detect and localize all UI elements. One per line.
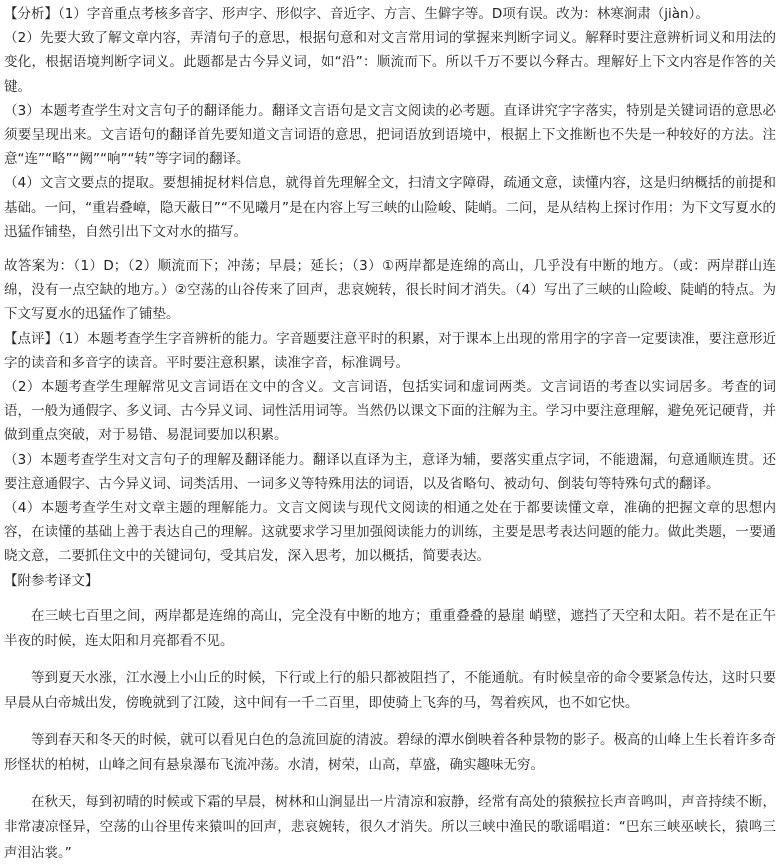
- translation-paragraph-3: 等到春天和冬天的时候，就可以看见白色的急流回旋的清波。碧绿的潭水倒映着各种景物的影子。极高的山峰上生长着许多奇形怪状的柏树，山峰之间有悬泉瀑布飞流冲荡。水清，树荣，山高，草盛，确实趣味无穷。: [4, 731, 776, 774]
- analysis-section: [4, 2, 776, 244]
- spacer: [4, 779, 776, 790]
- answer-section: [4, 254, 776, 327]
- translation-paragraph-1: 在三峡七百里之间，两岸都是连绵的高山，完全没有中断的地方；重重叠叠的悬崖 峭壁，遮挡了天空和太阳。若不是在正午半夜的时候，连太阳和月亮都看不见。: [4, 607, 776, 650]
- comment-paragraph-4: （4）本题考查学生对文章主题的理解能力。文言文阅读与现代文阅读的相通之处在于都要读懂文章，准确的把握文章的思想内容，在读懂的基础上善于表达自己的理解。这就要求学习里加强阅读能力的训练，主要是思考表达问题的能力。做此类题，一要通晓文意，二要抓住文中的关键词句，受其启发，深入思考，加以概括，简要表达。: [4, 500, 776, 565]
- spacer: [4, 655, 776, 666]
- analysis-paragraph-3: （3）本题考查学生对文言句子的翻译能力。翻译文言语句是文言文阅读的必考题。直译讲究字字落实，特别是关键词语的意思必须要呈现出来。文言语句的翻译首先要知道文言词语的意思，把词语放到语境中，根据上下文推断也不失是一种较好的方法。注意“连”“略”“阙”“响”“转”等字词的翻译。: [4, 102, 776, 168]
- analysis-paragraph-1: 【分析】（1）字音重点考核多音字、形声字、形似字、音近字、方言、生僻字等。D项有误。改为：林寒涧肃（jiàn）。: [4, 6, 709, 22]
- translation-heading: 【附参考译文】: [4, 572, 99, 589]
- analysis-paragraph-2: （2）先要大致了解文章内容，弄清句子的意思，根据句意和对文言常用词的掌握来判断字词义。解释时要注意辨析词义和用法的变化，根据语境判断字词义。此题都是古今异义词，如“沿”：顺流而下。所以千万不要以今释古。理解好上下文内容是作答的关键。: [4, 30, 776, 95]
- analysis-paragraph-4: （4）文言文要点的提取。要想捕捉材料信息，就得首先理解全文，扫清文字障碍，疏通文意，读懂内容，这是归纳概括的前提和基础。一问，“重岩叠嶂，隐天蔽日”“不见曦月”是在内容上写三峡的山险峻、陡峭。二问，是从结构上探讨作用：为下文写夏水的迅猛作铺垫，自然引出下文对水的描写。: [4, 175, 776, 240]
- comment-paragraph-3: （3）本题考查学生对文言句子的理解及翻译能力。翻译以直译为主，意译为辅，要落实重点字词，不能遗漏，句意通顺连贯。还要注意通假字、古今异义词、词类活用、一词多义等特殊用法的词语，以及省略句、被动句、倒装句等特殊句式的翻译。: [4, 451, 776, 492]
- spacer: [4, 717, 776, 728]
- translation-section: [4, 569, 776, 866]
- translation-paragraph-2: 等到夏天水涨，江水漫上小山丘的时候，下行或上行的船只都被阻挡了，不能通航。有时候皇帝的命令要紧急传达，这时只要早晨从白帝城出发，傍晚就到了江陵，这中间有一千二百里，即使骑上飞奔的马，驾着疾风，也不如它快。: [4, 669, 776, 712]
- comment-paragraph-1: 【点评】（1）本题考查学生字音辨析的能力。字音题要注意平时的积累，对于课本上出现的常用字的字音一定要读准，要注意形近字的读音和多音字的读音。平时要注意积累，读准字音，标准调号。: [4, 330, 776, 371]
- comment-section: [4, 327, 776, 569]
- spacer: [4, 593, 776, 604]
- comment-paragraph-2: （2）本题考查学生理解常见文言词语在文中的含义。文言词语，包括实词和虚词两类。文言词语的考查以实词居多。考查的词语，一般为通假字、多义词、古今异义词、词性活用词等。当然仍以课文下面的注解为主。学习中要注意理解，避免死记硬背，并做到重点突破，对于易错、易混词要加以积累。: [4, 379, 776, 444]
- answer-paragraph: 故答案为：（1）D；（2）顺流而下；冲荡；早晨；延长；（3）①两岸都是连绵的高山，几乎没有中断的地方。（或：两岸群山连绵，没有一点空缺的地方。）②空荡的山谷传来了回声，悲哀婉转，很长时间才消失。（4）写出了三峡的山险峻、陡峭的特点。为下文写夏水的迅猛作了铺垫。: [4, 258, 776, 323]
- translation-paragraph-4: 在秋天，每到初晴的时候或下霜的早晨，树林和山涧显出一片清凉和寂静，经常有高处的猿猴拉长声音鸣叫，声音持续不断，非常凄凉怪异，空荡的山谷里传来猿叫的回声，悲哀婉转，很久才消失。所以三峡中渔民的歌谣唱道：“巴东三峡巫峡长，猿鸣三声泪沾裳。”: [4, 793, 776, 861]
- spacer: [4, 244, 776, 254]
